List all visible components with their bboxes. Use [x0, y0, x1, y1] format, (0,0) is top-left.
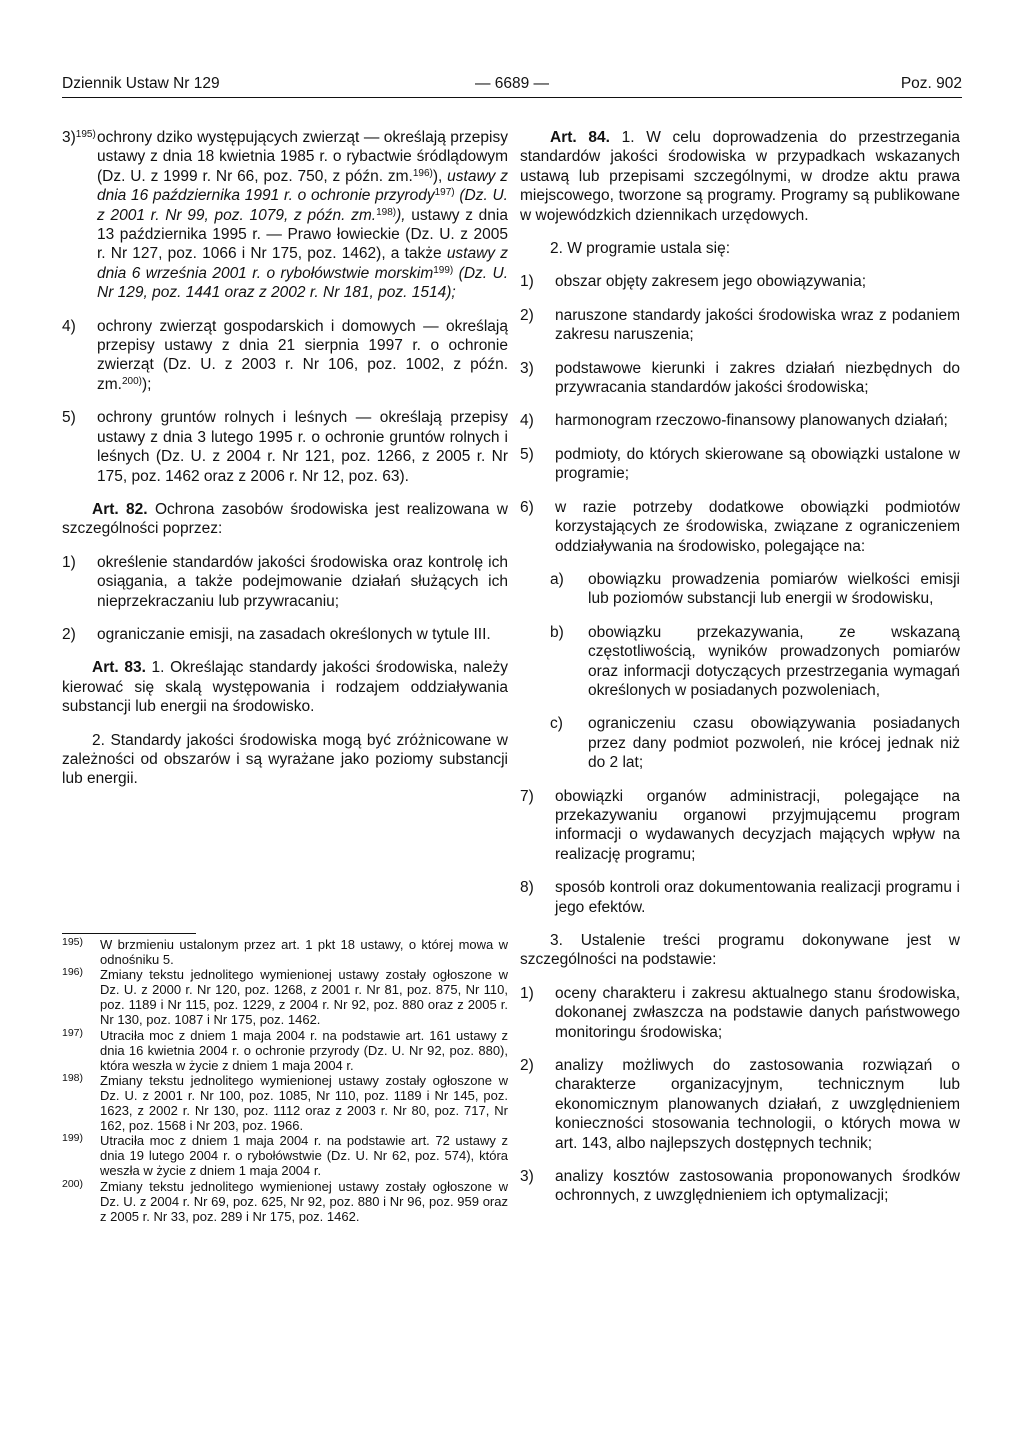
footnotes: [62, 937, 508, 1224]
footnote: [62, 1073, 508, 1133]
header-rule: [62, 97, 962, 98]
footnote: [62, 967, 508, 1027]
footnote: [62, 1028, 508, 1073]
item-text: naruszone standardy jakości środowiska wraz z podaniem zakresu naruszenia;: [555, 306, 960, 344]
article-label: Art. 83.: [92, 659, 146, 677]
footnote-ref: 196): [412, 167, 433, 179]
item-number: 3): [520, 1168, 534, 1186]
item-text: analizy możliwych do zastosowania rozwiązań o charakterze organizacyjnym, technicznym lub ekonomicznym planowanych działań, z uwzględnieniem konieczności stosowania technologii, o których mowa w art. 143, albo najlepszych dostępnych technik;: [555, 1057, 960, 1152]
footnote-ref: 197): [434, 187, 455, 199]
list-item-4: [62, 317, 508, 395]
program-subitem-b: [520, 623, 960, 701]
item-text: harmonogram rzeczowo-finansowy planowanych działań;: [555, 412, 948, 430]
subitem-text: obowiązku przekazywania, ze wskazaną częstotliwością, wyników prowadzonych pomiarów oraz informacji dotyczących przestrzegania wymagań określonych w posiadanych pozwoleniach,: [588, 623, 960, 699]
item-text: podmioty, do których skierowane są obowiązki ustalone w programie;: [555, 445, 960, 483]
item-number: 3)$^{195)}$: [62, 129, 96, 146]
basis-item-1: [520, 984, 960, 1042]
item-text: analizy kosztów zastosowania proponowanych środków ochronnych, z uwzględnieniem ich optymalizacji;: [555, 1168, 960, 1205]
item-text: sposób kontroli oraz dokumentowania realizacji programu i jego efektów.: [555, 879, 960, 916]
art-84-paragraph-2: 2. W programie ustala się:: [550, 240, 731, 258]
program-item-8: [520, 878, 960, 917]
program-item-3: [520, 359, 960, 398]
program-item-5: [520, 445, 960, 484]
footnote-text: Zmiany tekstu jednolitego wymienionej ustawy zostały ogłoszone w Dz. U. z 2000 r. Nr 120, poz. 1268, z 2001 r. Nr 81, poz. 875, Nr 110, poz. 1189 i Nr 115, poz. 1229, z 2004 r. Nr 92, poz. 880 oraz z 2005 r. Nr 130, poz. 1087 i Nr 175, poz. 1462.: [100, 967, 508, 1028]
footnote: [62, 1133, 508, 1178]
item-number: 8): [520, 879, 534, 897]
left-column: [62, 128, 508, 789]
page-number: — 6689 —: [474, 75, 550, 92]
item-text: ochrony dziko występujących zwierząt — określają przepisy ustawy z dnia 18 kwietnia 1985 r. o rybactwie śródlądowym (Dz. U. z 1999 r. Nr 66, poz. 750, z późn. zm.$^{196)}$), ustawy z dnia 16 października 1991 r. o ochronie przyrody$^{197)}$ (Dz. U. z 2001 r. Nr 99, poz. 1079, z późn. zm.$^{198)}$), ustawy z dnia 13 października 1995 r. — Prawo łowieckie (Dz. U. z 2005 r. Nr 127, poz. 1066 i Nr 175, poz. 1462), a także ustawy z dnia 6 września 2001 r. o rybołówstwie morskim$^{199)}$ (Dz. U. Nr 129, poz. 1441 oraz z 2002 r. Nr 181, poz. 1514);: [97, 129, 509, 302]
footnote-number: 197): [62, 1026, 84, 1039]
article-label: Art. 84.: [550, 129, 610, 146]
program-item-2: [520, 306, 960, 345]
footnote-ref: 199): [433, 264, 454, 276]
art-83-paragraph-1: Art. 83. 1. Określając standardy jakości środowiska, należy kierować się skalą występowania i rodzajem oddziaływania substancji lub energii na środowisko.: [62, 659, 508, 716]
footnote-separator: [62, 933, 196, 934]
program-item-4: [520, 411, 960, 430]
item-text: podstawowe kierunki i zakres działań niezbędnych do przywracania standardów jakości środowiska;: [555, 359, 960, 397]
art-82-item-1: [62, 553, 508, 611]
program-item-6: [520, 498, 960, 556]
item-number: 1): [62, 553, 76, 571]
program-subitem-a: [520, 570, 960, 609]
subitem-letter: b): [550, 623, 564, 641]
art-84-paragraph-3: 3. Ustalenie treści programu dokonywane jest w szczególności na podstawie:: [520, 932, 960, 969]
art-82-item-2: [62, 625, 508, 644]
footnote-number: 195): [62, 936, 84, 948]
program-item-1: [520, 272, 960, 291]
program-subitem-c: [520, 714, 960, 772]
journal-title: Dziennik Ustaw Nr 129: [62, 75, 220, 92]
footnote-ref: 200): [121, 375, 142, 387]
program-item-7: [520, 787, 960, 865]
page-header: [62, 66, 962, 96]
item-number: 5): [62, 409, 76, 427]
item-text: ograniczanie emisji, na zasadach określonych w tytule III.: [97, 625, 491, 643]
footnote-text: Utraciła moc z dniem 1 maja 2004 r. na podstawie art. 161 ustawy z dnia 16 kwietnia 2004 r. o ochronie przyrody (Dz. U. Nr 92, poz. 880), która weszła w życie z dniem 1 maja 2004 r.: [100, 1027, 508, 1073]
item-number: 2): [520, 306, 534, 324]
item-text: obowiązki organów administracji, polegające na przekazywaniu organowi przyjmującemu program informacji o wydawanych decyzjach mających wpływ na realizację programu;: [555, 787, 960, 863]
item-text: oceny charakteru i zakresu aktualnego stanu środowiska, dokonanej zwłaszcza na podstawie danych państwowego monitoringu środowiska;: [555, 984, 960, 1041]
footnote-text: Zmiany tekstu jednolitego wymienionej ustawy zostały ogłoszone w Dz. U. z 2001 r. Nr 100, poz. 1085, Nr 110, poz. 1189 i Nr 145, poz. 1623, z 2002 r. Nr 130, poz. 1112 oraz z 2003 r. Nr 80, poz. 717, Nr 162, poz. 1568 i Nr 203, poz. 1966.: [100, 1072, 508, 1134]
list-item-3: [62, 128, 508, 303]
item-number: 4): [520, 412, 534, 430]
right-column: [520, 128, 960, 1206]
subitem-letter: c): [550, 715, 563, 733]
subitem-text: ograniczeniu czasu obowiązywania posiadanych przez dany podmiot pozwoleń, nie krócej jednak niż do 2 lat;: [588, 715, 960, 772]
item-number: 1): [520, 273, 534, 291]
footnote-number: 196): [62, 966, 84, 979]
item-text: obszar objęty zakresem jego obowiązywania;: [555, 273, 867, 291]
art-84-paragraph-1: Art. 84. 1. W celu doprowadzenia do przestrzegania standardów jakości środowiska w przypadkach wskazanych ustawą lub przepisami szczególnymi, w drodze aktu prawa miejscowego, tworzone są programy. Programy są publikowane w wojewódzkich dziennikach urzędowych.: [520, 129, 960, 224]
footnote-number: 200): [62, 1177, 84, 1190]
subitem-letter: a): [550, 570, 564, 588]
footnote-ref: 195): [75, 129, 96, 140]
art-83-paragraph-2: 2. Standardy jakości środowiska mogą być zróżnicowane w zależności od obszarów i są wyrażane jako poziomy substancji lub energii.: [62, 731, 508, 788]
footnote-number: 199): [62, 1132, 84, 1145]
basis-item-3: [520, 1167, 960, 1206]
art-82-intro: Art. 82. Ochrona zasobów środowiska jest realizowana w szczególności poprzez:: [62, 500, 508, 538]
article-label: Art. 82.: [92, 500, 148, 518]
footnote-number: 198): [62, 1071, 84, 1084]
footnote: [62, 1179, 508, 1224]
footnote: [62, 937, 508, 967]
list-item-5: [62, 408, 508, 486]
item-text: ochrony gruntów rolnych i leśnych — określają przepisy ustawy z dnia 3 lutego 1995 r. o ochronie gruntów rolnych i leśnych (Dz. U. z 2004 r. Nr 121, poz. 1266, z 2005 r. Nr 175, poz. 1462 oraz z 2006 r. Nr 12, poz. 63).: [97, 409, 508, 485]
item-number: 5): [520, 445, 534, 463]
item-text: ochrony zwierząt gospodarskich i domowych — określają przepisy ustawy z dnia 21 sierpnia 1997 r. o ochronie zwierząt (Dz. U. z 2003 r. Nr 106, poz. 1002, z późn. zm.$^{200)}$);: [97, 317, 508, 393]
footnote-text: W brzmieniu ustalonym przez art. 1 pkt 18 ustawy, o której mowa w odnośniku 5.: [100, 937, 508, 968]
item-number: 3): [520, 359, 534, 377]
footnote-text: Utraciła moc z dniem 1 maja 2004 r. na podstawie art. 72 ustawy z dnia 19 lutego 2004 r. o rybołówstwie (Dz. U. Nr 62, poz. 574), która weszła w życie z dniem 1 maja 2004 r.: [100, 1133, 508, 1179]
basis-item-2: [520, 1056, 960, 1153]
footnote-ref: 198): [376, 206, 397, 218]
item-number: 6): [520, 498, 534, 516]
footnote-text: Zmiany tekstu jednolitego wymienionej ustawy zostały ogłoszone w Dz. U. z 2004 r. Nr 69, poz. 625, Nr 92, poz. 880 i Nr 96, poz. 959 oraz z 2005 r. Nr 33, poz. 289 i Nr 175, poz. 1462.: [100, 1178, 508, 1224]
item-number: 4): [62, 317, 76, 335]
position-number: Poz. 902: [900, 75, 962, 92]
item-number: 2): [62, 625, 76, 643]
item-text: w razie potrzeby dodatkowe obowiązki podmiotów korzystających ze środowiska, związane z ograniczeniem oddziaływania na środowisko, polegające na:: [555, 498, 960, 555]
subitem-text: obowiązku prowadzenia pomiarów wielkości emisji lub poziomów substancji lub energii w środowisku,: [588, 570, 960, 608]
item-number: 7): [520, 787, 534, 805]
item-number: 2): [520, 1057, 534, 1075]
item-number: 1): [520, 984, 534, 1002]
item-text: określenie standardów jakości środowiska oraz kontrolę ich osiągania, a także podejmowanie działań służących ich nieprzekraczaniu lub przywracaniu;: [97, 553, 508, 610]
